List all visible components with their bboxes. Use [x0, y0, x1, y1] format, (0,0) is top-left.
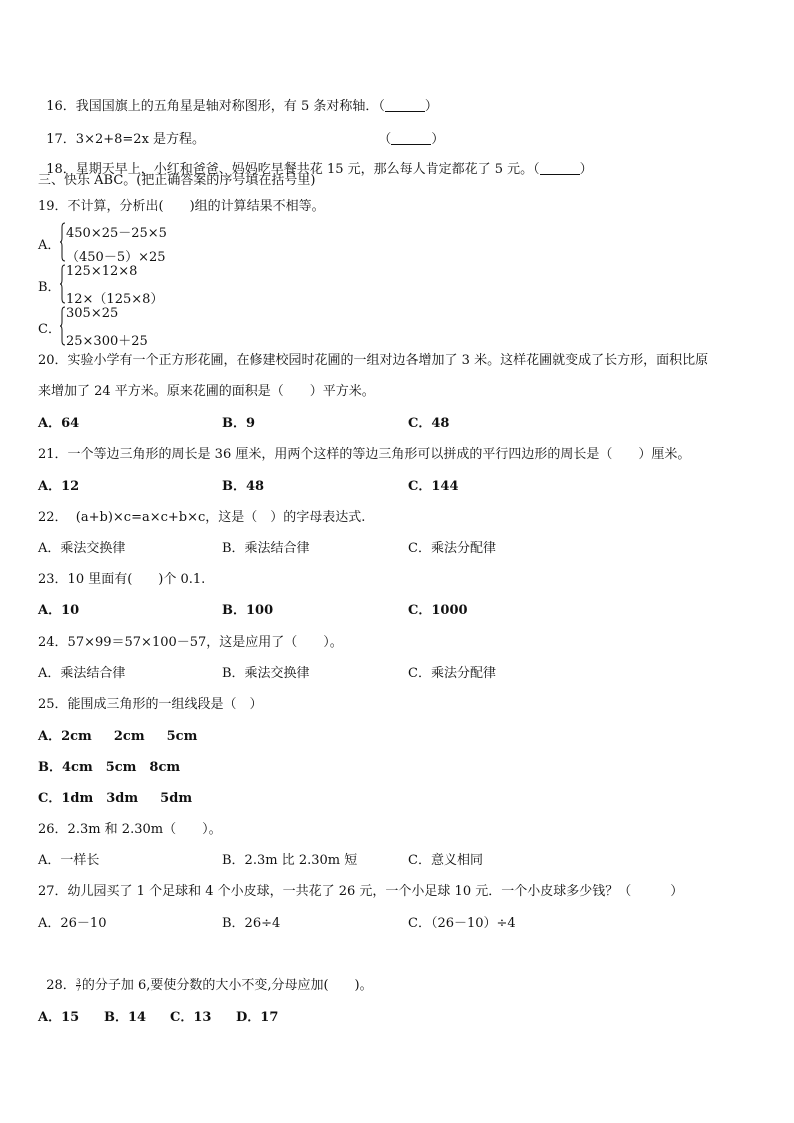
question-17-text: 17．3×2+8=2x 是方程。	[46, 132, 206, 147]
question-28-option-d[interactable]: D．17	[236, 1010, 279, 1025]
answer-blank[interactable]	[540, 162, 580, 175]
option-expression-1: 125×12×8	[66, 264, 138, 279]
question-25-option-a[interactable]: A．2cm 2cm 5cm	[38, 729, 198, 744]
question-27-option-a[interactable]: A．26－10	[38, 916, 107, 931]
option-expression-1: 305×25	[66, 306, 119, 321]
question-22-option-a[interactable]: A．乘法交换律	[38, 541, 126, 556]
question-21: 21．一个等边三角形的周长是 36 厘米，用两个这样的等边三角形可以拼成的平行四边形的周长是（ ）厘米。	[38, 447, 691, 462]
question-26: 26．2.3m 和 2.30m（ ）。	[38, 822, 222, 837]
option-label: A．	[38, 238, 61, 253]
question-21-option-b[interactable]: B．48	[222, 479, 265, 494]
question-19-option-c[interactable]	[38, 306, 238, 349]
question-24-option-c[interactable]: C．乘法分配律	[408, 666, 496, 681]
option-expression-2: 25×300＋25	[66, 334, 148, 349]
question-28-option-a[interactable]: A．15	[38, 1010, 80, 1025]
question-24-option-b[interactable]: B．乘法交换律	[222, 666, 310, 681]
fraction-denominator: 7	[76, 985, 81, 993]
question-28	[38, 962, 373, 994]
question-27: 27．幼儿园买了 1 个足球和 4 个小皮球，一共花了 26 元，一个小足球 10 元．一个小皮球多少钱？（ ）	[38, 884, 684, 899]
question-19-stem: 19．不计算，分析出( )组的计算结果不相等。	[38, 199, 325, 214]
question-16-text: 16．我国国旗上的五角星是轴对称图形，有 5 条对称轴．（	[46, 99, 385, 114]
question-20-line-2: 来增加了 24 平方米。原来花圃的面积是（ ）平方米。	[38, 384, 375, 399]
question-26-option-c[interactable]: C．意义相同	[408, 853, 483, 868]
fraction	[76, 979, 81, 992]
question-28-text: 的分子加 6,要使分数的大小不变,分母应加( )。	[81, 978, 373, 993]
question-18-text: 18．星期天早上，小红和爸爸、妈妈吃早餐共花 15 元，那么每人肯定都花了 5 元。（	[46, 162, 540, 177]
question-19-option-a[interactable]	[38, 222, 238, 265]
paren-close: ）	[431, 132, 445, 147]
question-25-option-b[interactable]: B．4cm 5cm 8cm	[38, 760, 181, 775]
question-21-option-c[interactable]: C．144	[408, 479, 459, 494]
question-20-option-a[interactable]: A．64	[38, 416, 80, 431]
question-23: 23．10 里面有( )个 0.1.	[38, 572, 206, 587]
question-20-option-b[interactable]: B．9	[222, 416, 256, 431]
question-28-option-c[interactable]: C．13	[170, 1010, 212, 1025]
paren-close: ）	[579, 162, 593, 177]
option-label: C．	[38, 322, 61, 337]
section-heading: 三、快乐 ABC。(把正确答案的序号填在括号里)	[38, 173, 316, 188]
question-28-number: 28．	[46, 978, 76, 993]
option-expression-2: 12×（125×8）	[66, 292, 164, 307]
question-27-option-c[interactable]: C．（26－10）÷4	[408, 916, 516, 931]
option-expression-1: 450×25－25×5	[66, 226, 167, 241]
question-23-option-a[interactable]: A．10	[38, 603, 80, 618]
question-22: 22． (a+b)×c=a×c+b×c，这是（ ）的字母表达式.	[38, 510, 366, 525]
question-23-option-b[interactable]: B．100	[222, 603, 274, 618]
question-20-option-c[interactable]: C．48	[408, 416, 450, 431]
question-20-line-1: 20．实验小学有一个正方形花圃，在修建校园时花圃的一组对边各增加了 3 米。这样花圃就变成了长方形，面积比原	[38, 353, 709, 368]
question-25: 25．能围成三角形的一组线段是（ ）	[38, 697, 263, 712]
question-17	[38, 116, 205, 148]
answer-blank[interactable]	[391, 132, 431, 145]
question-21-option-a[interactable]: A．12	[38, 479, 80, 494]
fraction-numerator: 3	[76, 978, 81, 986]
question-25-option-c[interactable]: C．1dm 3dm 5dm	[38, 791, 193, 806]
question-17-answer	[370, 116, 444, 148]
question-27-option-b[interactable]: B．26÷4	[222, 916, 281, 931]
paren-close: ）	[424, 99, 438, 114]
option-expression-2: （450－5）×25	[66, 250, 166, 265]
question-22-option-c[interactable]: C．乘法分配律	[408, 541, 496, 556]
option-label: B．	[38, 280, 61, 295]
question-23-option-c[interactable]: C．1000	[408, 603, 468, 618]
question-24-option-a[interactable]: A．乘法结合律	[38, 666, 126, 681]
question-16	[38, 83, 438, 115]
question-26-option-b[interactable]: B．2.3m 比 2.30m 短	[222, 853, 358, 868]
paren-open: （	[378, 132, 392, 147]
question-26-option-a[interactable]: A．一样长	[38, 853, 100, 868]
answer-blank[interactable]	[385, 99, 425, 112]
question-28-option-b[interactable]: B．14	[104, 1010, 147, 1025]
question-19-option-b[interactable]	[38, 264, 238, 307]
question-24: 24．57×99＝57×100－57，这是应用了（ ）。	[38, 635, 343, 650]
question-22-option-b[interactable]: B．乘法结合律	[222, 541, 310, 556]
